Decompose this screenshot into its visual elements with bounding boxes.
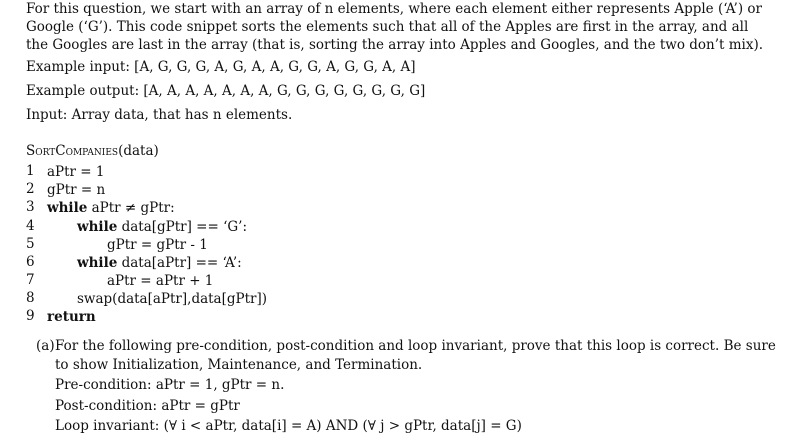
postcondition: Post-condition: aPtr = gPtr <box>55 398 240 414</box>
example-input: Example input: [A, G, G, G, A, G, A, A, G, G, A, G, G, A, A] <box>26 59 416 75</box>
code-text: data[gPtr] == ‘G’: <box>121 219 248 235</box>
code-text: aPtr = 1 <box>47 164 105 180</box>
line-number: 4 <box>26 218 35 234</box>
code-line <box>47 181 105 199</box>
code-keyword: return <box>47 309 96 325</box>
code-line <box>77 290 267 308</box>
algorithm-name: SortCompanies <box>26 143 119 159</box>
code-text: gPtr = gPtr - 1 <box>107 237 208 253</box>
code-line <box>47 308 96 326</box>
line-number: 6 <box>26 254 35 270</box>
code-text: aPtr ≠ gPtr: <box>91 200 175 216</box>
algorithm-title <box>26 143 159 159</box>
code-text: data[aPtr] == ‘A’: <box>121 255 242 271</box>
precondition: Pre-condition: aPtr = 1, gPtr = n. <box>55 377 285 393</box>
code-keyword: while <box>47 200 88 216</box>
code-line <box>107 236 208 254</box>
code-text: gPtr = n <box>47 182 106 198</box>
line-number: 1 <box>26 163 35 179</box>
code-line <box>47 199 175 217</box>
input-description: Input: Array data, that has n elements. <box>26 107 293 123</box>
line-number: 3 <box>26 199 35 215</box>
code-text: aPtr = aPtr + 1 <box>107 273 214 289</box>
question-text: For the following pre-condition, post-condition and loop invariant, prove that this loop is correct. Be sure to show Initialization, Maintenance, and Termination. <box>55 338 776 373</box>
line-number: 2 <box>26 181 35 197</box>
code-line <box>47 163 105 181</box>
code-line <box>107 272 213 290</box>
question-label: (a) <box>36 338 55 354</box>
code-line <box>77 218 247 236</box>
line-number: 8 <box>26 290 35 306</box>
code-line <box>77 254 242 272</box>
question-part-a <box>36 337 776 375</box>
code-keyword: while <box>77 255 118 271</box>
example-output: Example output: [A, A, A, A, A, A, A, G, G, G, G, G, G, G, G] <box>26 83 426 99</box>
loop-invariant: Loop invariant: (∀ i < aPtr, data[i] = A) AND (∀ j > gPtr, data[j] = G) <box>55 418 522 434</box>
code-text: swap(data[aPtr],data[gPtr]) <box>77 291 268 307</box>
algorithm-params: (data) <box>118 143 159 159</box>
line-number: 9 <box>26 308 35 324</box>
code-keyword: while <box>77 219 118 235</box>
line-number: 5 <box>26 236 35 252</box>
intro-paragraph: For this question, we start with an array of n elements, where each element either represents Apple (‘A’) or Google (‘G’). This code snippet sorts the elements such that all of the Apples are first in the array, and all the Googles are last in the array (that is, sorting the array into Apples and Googles, and the two don’t mix). <box>26 1 764 53</box>
line-number: 7 <box>26 272 35 288</box>
